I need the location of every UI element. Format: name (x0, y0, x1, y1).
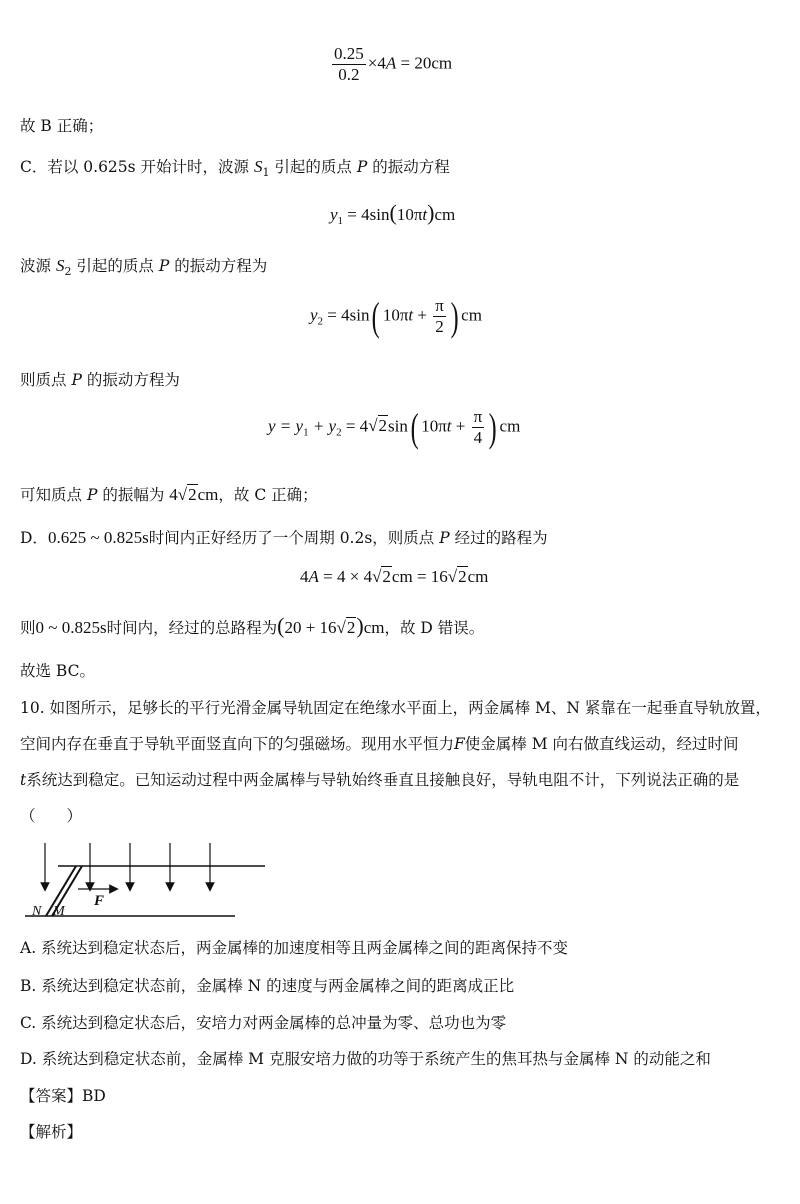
equation-y1: $y_1 = 4\sin(10\pi t)cm$ (330, 200, 456, 227)
label-n: N (32, 904, 42, 919)
analysis-heading: 【解析】 (20, 1123, 83, 1141)
subscript: 1 (262, 166, 270, 179)
plus-y: + y (308, 416, 337, 436)
source-symbol: S (253, 157, 263, 176)
label-f: F (94, 893, 105, 909)
text: 系统达到稳定。已知运动过程中两金属棒与导轨始终垂直且接触良好，导轨电阻不计，下列说法正确的是 (26, 771, 740, 789)
equation-rhs: = 4sin (347, 205, 390, 224)
sin-func: sin (388, 416, 408, 436)
text: D． (20, 529, 48, 547)
phase-coef: 10π (421, 416, 447, 436)
fraction-denominator: 0.2 (338, 65, 360, 84)
coef: 4 (300, 567, 309, 586)
phase-coef: 10π (382, 305, 409, 325)
equation-path (300, 567, 488, 587)
label-m: M (53, 904, 65, 919)
question-10-line1: 10. 如图所示，足够长的平行光滑金属导轨固定在绝缘水平面上，两金属棒 M、N 紧靠在一起垂直导轨放置， (20, 699, 771, 717)
middle: = 4 × 4 (318, 567, 373, 586)
fraction-numerator: 0.25 (334, 44, 364, 63)
unit: cm (434, 205, 456, 224)
choice-d: D. 系统达到稳定状态前，金属棒 M 克服安培力做的功等于系统产生的焦耳热与金属棒 N 的动能之和 (20, 1050, 711, 1068)
subscript: 2 (64, 265, 72, 278)
sqrt: √2 (368, 416, 388, 436)
option-d-analysis (20, 526, 548, 548)
var-t: t (408, 305, 414, 325)
text: ，故 C 正确； (218, 486, 318, 504)
subscript: 1 (337, 215, 344, 227)
sum: 20 + 16 (284, 618, 337, 637)
answer: 【答案】BD (20, 1087, 106, 1105)
point-p: P (356, 158, 368, 176)
equation-y2: $y_2 = 4\sin$( 10πt + $\frac{\pi}{2}$ ) cm (310, 293, 482, 339)
amplitude-symbol: A (308, 567, 319, 586)
text: 的振动方程 (372, 158, 450, 176)
conclusion-b: 故 B 正确； (20, 117, 104, 135)
equals-coef: = 4 (341, 416, 369, 436)
radicand: 2 (458, 567, 467, 586)
question-10-blank: （ ） (20, 807, 83, 825)
fraction-numerator: π (473, 407, 483, 426)
point-p-equation-line (20, 368, 180, 390)
text: ，故 D 错误。 (384, 619, 485, 637)
var-t: t (446, 416, 452, 436)
source-symbol: S (55, 256, 65, 275)
plus-sign: + (455, 416, 466, 436)
fraction-denominator: 4 (473, 428, 483, 447)
sqrt: √2 (447, 567, 467, 586)
sqrt: √2 (336, 618, 356, 637)
force-symbol: F (454, 735, 465, 753)
rails-figure (20, 835, 280, 925)
radicand: 2 (382, 567, 391, 586)
unit: cm (499, 416, 521, 436)
middle: cm = 16 (391, 567, 448, 586)
equation-rhs: = 4sin (327, 305, 370, 325)
question-10-line2 (20, 732, 739, 754)
text: 空间内存在垂直于导轨平面竖直向下的匀强磁场。现用水平恒力 (20, 735, 455, 753)
subscript: 1 (303, 426, 309, 439)
fraction-denominator: 2 (435, 317, 444, 336)
selection-line: 故选 BC。 (20, 662, 95, 680)
radicand: 2 (378, 416, 388, 436)
choice-b: B. 系统达到稳定状态前，金属棒 N 的速度与两金属棒之间的距离成正比 (20, 977, 515, 995)
lhs: y = y (268, 416, 304, 436)
choice-c: C. 系统达到稳定状态后，安培力对两金属棒的总冲量为零、总功也为零 (20, 1014, 507, 1032)
total-path-line: 则0 ~ 0.825s时间内，经过的总路程为(20 + 16√2)cm，故 D 错误。 (20, 613, 485, 638)
text: C．若以 0.625s 开始计时，波源 (20, 158, 250, 176)
point-p: P (86, 486, 98, 504)
equation-path-length (330, 44, 452, 85)
text: 时间内，经过的总路程为 (106, 619, 278, 637)
question-10-line3 (20, 768, 739, 790)
text: 则质点 (20, 371, 67, 389)
coef: 4 (169, 485, 178, 504)
var-t: t (422, 205, 428, 224)
equation-y-sum: $y = y_1 + y_2 = 4√2\sin$( 10πt + $\frac{\pi}{4}$ ) cm (268, 404, 521, 450)
time-range: 0 ~ 0.825s (35, 618, 107, 637)
text: 的振动方程为 (174, 257, 268, 275)
var-y: y (330, 205, 338, 224)
unit: cm (467, 567, 489, 586)
text: 的振幅为 (102, 486, 165, 504)
fraction-numerator: π (435, 296, 444, 315)
radicand: 2 (346, 618, 356, 637)
source-s2-line (20, 254, 267, 278)
text: 波源 (20, 257, 52, 275)
point-p: P (439, 529, 450, 547)
phase-coef: 10π (396, 205, 423, 224)
equation-result: = 20cm (400, 53, 453, 73)
amplitude-symbol: A (385, 53, 397, 73)
point-p: P (71, 371, 82, 389)
amplitude-line (20, 483, 318, 505)
radicand: 2 (188, 485, 197, 504)
text: 引起的质点 (76, 257, 154, 275)
sqrt: √2 (177, 485, 197, 504)
text: 的振动方程为 (86, 371, 180, 389)
text: 可知质点 (20, 486, 83, 504)
text: 引起的质点 (274, 158, 352, 176)
subscript: 2 (317, 315, 324, 328)
text: 时间内正好经历了一个周期 0.2s，则质点 (148, 529, 435, 547)
var-y: y (310, 305, 318, 325)
option-c-analysis (20, 155, 450, 179)
choice-a: A. 系统达到稳定状态后，两金属棒的加速度相等且两金属棒之间的距离保持不变 (20, 939, 569, 957)
time-range: 0.625 ~ 0.825s (47, 528, 149, 547)
unit: cm (363, 618, 385, 637)
unit: cm (197, 485, 219, 504)
text: 经过的路程为 (454, 529, 548, 547)
unit: cm (461, 305, 482, 325)
text: 则 (20, 619, 36, 637)
equation-factor: ×4 (367, 53, 386, 73)
subscript: 2 (336, 426, 342, 439)
time-symbol: t (20, 771, 27, 789)
sqrt: √2 (372, 567, 391, 586)
point-p: P (158, 257, 170, 275)
text: 使金属棒 M 向右做直线运动，经过时间 (464, 735, 739, 753)
plus-sign: + (417, 305, 427, 325)
